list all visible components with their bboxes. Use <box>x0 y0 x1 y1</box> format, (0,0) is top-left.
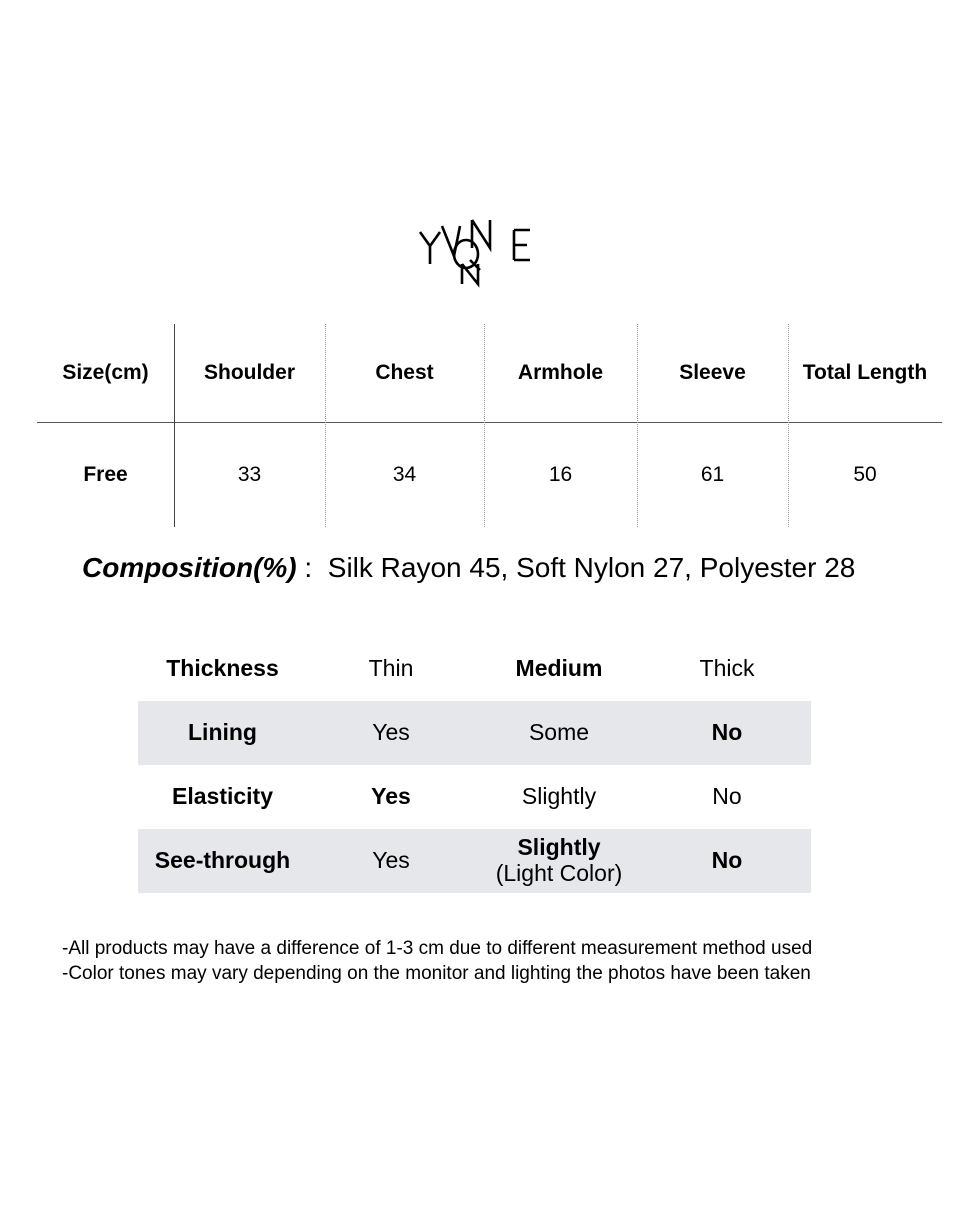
composition-value: Silk Rayon 45, Soft Nylon 27, Polyester 28 <box>327 552 856 583</box>
attribute-option-selected: Medium <box>515 655 603 682</box>
sleeve-value: 61 <box>700 463 725 486</box>
attribute-option-selected: No <box>711 847 743 874</box>
composition-separator: : <box>296 552 328 583</box>
attribute-option: Some <box>528 719 590 746</box>
attribute-option: No <box>712 783 742 810</box>
attribute-name: Thickness <box>166 655 279 682</box>
note-line: -Color tones may vary depending on the monitor and lighting the photos have been taken <box>62 963 811 984</box>
header-shoulder: Shoulder <box>203 361 295 384</box>
composition <box>82 552 855 584</box>
header-sleeve: Sleeve <box>679 361 746 384</box>
attribute-option: Yes <box>372 719 410 746</box>
attribute-row-see-through <box>138 829 811 893</box>
armhole-value: 16 <box>548 463 573 486</box>
attribute-option: Thin <box>368 655 414 682</box>
note-line: -All products may have a difference of 1-3 cm due to different measurement method used <box>62 938 813 959</box>
attribute-option-note: (Light Color) <box>495 860 623 886</box>
attribute-name: Lining <box>188 719 257 746</box>
chest-value: 34 <box>392 463 417 486</box>
brand-logo <box>410 208 540 290</box>
total-length-value: 50 <box>853 463 877 486</box>
header-armhole: Armhole <box>517 361 604 384</box>
header-total-length: Total Length <box>802 361 928 384</box>
header-chest: Chest <box>375 361 434 384</box>
attribute-option-selected: No <box>711 719 743 746</box>
attribute-option: Slightly <box>521 783 597 810</box>
fabric-attribute-table <box>138 637 811 893</box>
attribute-row-thickness <box>138 637 811 701</box>
attribute-option: Yes <box>372 847 410 874</box>
attribute-name: Elasticity <box>172 783 273 810</box>
attribute-row-lining <box>138 701 811 765</box>
shoulder-value: 33 <box>237 463 262 486</box>
attribute-option: Thick <box>699 655 755 682</box>
size-value: Free <box>83 463 128 486</box>
disclaimer-notes <box>62 936 812 986</box>
attribute-row-elasticity <box>138 765 811 829</box>
attribute-option-label: Slightly <box>517 834 601 861</box>
attribute-name: See-through <box>154 847 291 874</box>
attribute-option-selected <box>475 829 643 893</box>
composition-label: Composition(%) <box>82 552 297 583</box>
attribute-option-selected: Yes <box>371 783 411 810</box>
header-size: Size(cm) <box>62 361 149 384</box>
size-table <box>37 324 942 527</box>
